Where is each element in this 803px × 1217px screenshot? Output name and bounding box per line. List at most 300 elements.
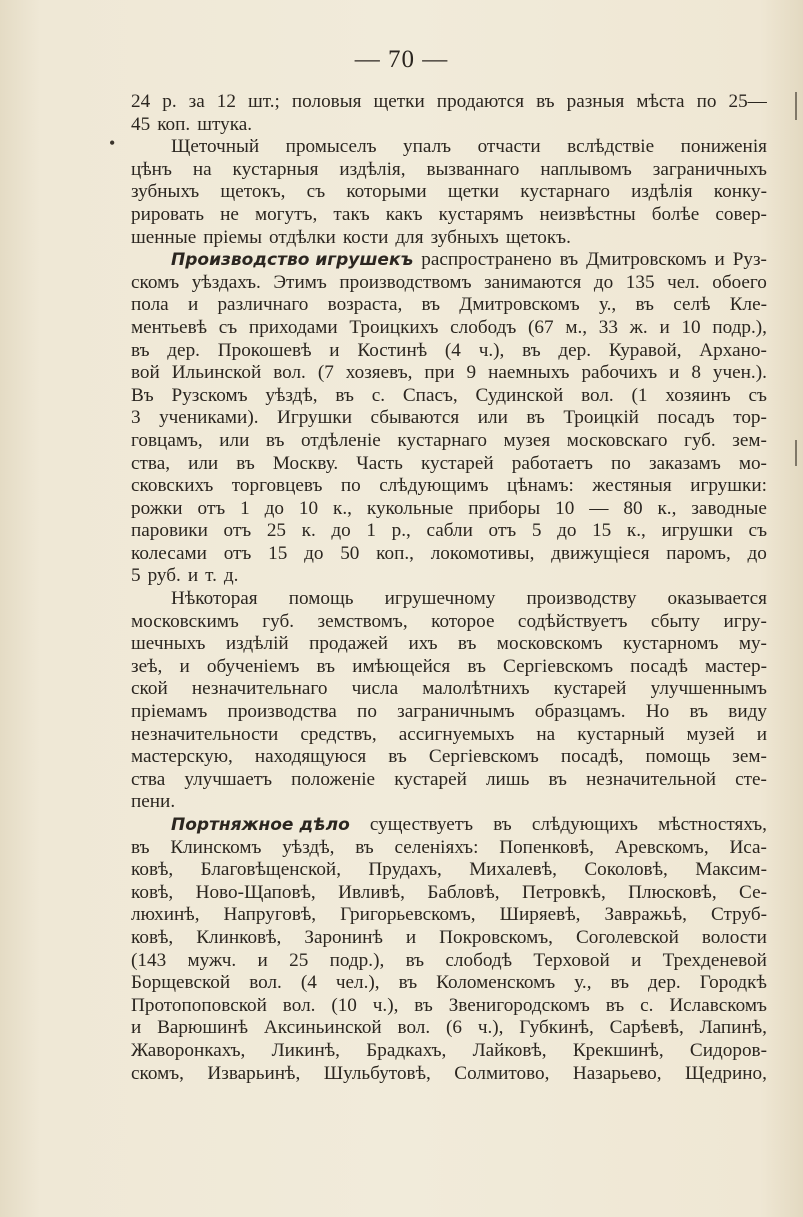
word: ж. xyxy=(629,316,648,338)
word: и xyxy=(405,926,417,948)
word: Протопоповской xyxy=(131,994,267,1016)
text-line xyxy=(131,611,767,634)
text-line xyxy=(131,407,767,430)
text-line xyxy=(131,543,767,566)
word: игрушки: xyxy=(690,475,767,497)
word: Иса- xyxy=(729,836,767,858)
word: съ xyxy=(306,181,326,203)
word: Дмитровскомъ xyxy=(586,249,707,271)
word: мастерскую, xyxy=(131,746,233,768)
word: Спасъ, xyxy=(402,384,458,406)
word: Григорьевскомъ, xyxy=(340,904,476,926)
word: кустарей xyxy=(394,768,467,790)
word: мѣста xyxy=(636,91,685,112)
word: и xyxy=(714,249,725,271)
text-line xyxy=(131,1017,767,1040)
word: чел.), xyxy=(335,972,380,994)
word: 24 xyxy=(131,91,151,112)
word: совер- xyxy=(715,203,767,225)
word: жестяныя xyxy=(592,475,672,497)
word: ства xyxy=(131,768,166,790)
text-line xyxy=(131,565,767,588)
word: коп. xyxy=(157,113,191,135)
word: Михалевѣ, xyxy=(469,859,557,881)
word: съ xyxy=(748,520,767,542)
word: ч.), xyxy=(477,1017,504,1039)
word: въ xyxy=(605,994,625,1016)
word: конку- xyxy=(713,181,767,203)
text-line xyxy=(131,362,767,385)
word: для xyxy=(395,226,424,248)
word: вызваннаго xyxy=(426,158,520,180)
word: въ xyxy=(467,655,486,677)
word: 25— xyxy=(728,91,767,112)
word: ч.), xyxy=(478,339,505,361)
word: д. xyxy=(223,565,239,587)
word: образцамъ. xyxy=(534,701,626,723)
text-line xyxy=(131,249,767,272)
word: 8 xyxy=(691,362,701,384)
text-line xyxy=(131,204,767,227)
word: въ xyxy=(522,339,541,361)
word: учен.). xyxy=(712,362,767,384)
word: Шульбутовѣ, xyxy=(323,1062,431,1084)
word: такъ xyxy=(333,203,370,225)
word: мо- xyxy=(738,452,767,474)
text-line xyxy=(131,498,767,521)
word: вол. xyxy=(397,1017,431,1039)
word: Троицкихъ xyxy=(349,316,439,338)
word: въ xyxy=(131,339,150,361)
word: въ xyxy=(335,384,354,406)
word: распространено xyxy=(421,249,552,271)
word: к., xyxy=(657,497,677,519)
word: цѣнъ xyxy=(131,158,172,180)
text-line xyxy=(131,181,767,204)
word: по xyxy=(696,91,717,112)
word: отдѣленіе xyxy=(300,429,381,451)
word: ментьевѣ xyxy=(131,316,208,338)
word: по xyxy=(357,701,377,723)
word: учениками). xyxy=(159,407,259,429)
word: виду xyxy=(728,701,767,723)
word: пріемамъ xyxy=(131,701,208,723)
word: пониженія xyxy=(680,136,767,158)
word: слободъ xyxy=(450,316,517,338)
word: зубныхъ xyxy=(430,226,499,248)
word: заводные xyxy=(691,497,767,519)
word: Архано- xyxy=(699,339,767,361)
word: волости xyxy=(701,926,767,948)
word: селѣ xyxy=(673,294,711,316)
word: сте- xyxy=(735,768,767,790)
word: Щеточный xyxy=(171,136,260,158)
word: чел. xyxy=(667,271,700,293)
text-line xyxy=(131,1040,767,1063)
word: Струб- xyxy=(710,904,767,926)
word: существуетъ xyxy=(369,814,474,835)
word: тор- xyxy=(733,407,767,429)
word: издѣлій xyxy=(225,633,289,655)
text-line xyxy=(131,656,767,679)
word: дер. xyxy=(558,339,592,361)
word: (4 xyxy=(300,972,317,994)
word: въ xyxy=(610,972,630,994)
word: вслѣдствіе xyxy=(567,136,655,158)
edge-rule-mark-middle xyxy=(795,440,797,466)
word: производства xyxy=(227,701,337,723)
word: по xyxy=(340,475,361,497)
word: вол. xyxy=(249,972,282,994)
text-line xyxy=(131,769,767,792)
word: болѣе xyxy=(651,203,700,225)
word: р., xyxy=(391,520,411,542)
word: мастер- xyxy=(705,655,767,677)
word: Бабловѣ, xyxy=(427,881,500,903)
word: оказывается xyxy=(667,588,767,610)
word: отъ xyxy=(488,520,517,542)
word: на xyxy=(536,723,556,745)
word: Кле- xyxy=(729,294,767,316)
word: (1 xyxy=(631,384,648,406)
word: не xyxy=(220,203,239,225)
word: заказамъ xyxy=(648,452,721,474)
word: въ xyxy=(316,655,336,677)
word: неизвѣстны xyxy=(539,203,636,225)
word: съ xyxy=(218,316,238,338)
text-line xyxy=(131,1063,767,1086)
word: кости xyxy=(342,226,389,248)
word: отъ xyxy=(223,520,252,542)
word: Сарѣевѣ, xyxy=(609,1017,684,1039)
word: кукольные xyxy=(366,497,454,519)
word: Куравой, xyxy=(608,339,682,361)
word: Терховой xyxy=(533,949,610,971)
text-line xyxy=(131,791,767,814)
word: наплывомъ xyxy=(540,158,632,180)
text-line xyxy=(131,520,767,543)
word: Аксиньинской xyxy=(263,1017,382,1039)
word: игру- xyxy=(723,610,767,632)
word: (7 xyxy=(317,362,334,384)
word: с. xyxy=(371,384,386,406)
word: Клинковѣ, xyxy=(196,926,282,948)
word: вол. xyxy=(581,384,614,406)
word: издѣлія xyxy=(631,181,693,203)
word: улучшаетъ xyxy=(184,768,273,790)
word: вой xyxy=(131,362,160,384)
word: кустарный xyxy=(577,723,665,745)
word: и xyxy=(257,949,268,971)
word: подр.), xyxy=(329,949,385,971)
text-line xyxy=(131,859,767,882)
word: Аревскомъ, xyxy=(614,836,709,858)
word: кустарнаго xyxy=(397,429,488,451)
text-line xyxy=(131,927,767,950)
word: Нѣкоторая xyxy=(171,588,258,610)
word: к., xyxy=(626,520,646,542)
text-line xyxy=(131,430,767,453)
word: Этимъ xyxy=(273,271,327,293)
word: сбываются xyxy=(370,407,460,429)
word: локомотивы, xyxy=(430,542,535,564)
word: коп., xyxy=(376,542,414,564)
word: Напруговѣ, xyxy=(223,904,317,926)
word: и xyxy=(179,655,190,677)
word: губ. xyxy=(262,610,295,632)
word: могутъ, xyxy=(254,203,318,225)
word: Щедрино, xyxy=(685,1062,767,1084)
word: въ xyxy=(355,836,374,858)
text-line xyxy=(131,159,767,182)
word: приходами xyxy=(248,316,338,338)
word: помощь xyxy=(288,588,354,610)
word: Борщевской xyxy=(131,972,231,994)
word: Рузскомъ xyxy=(171,384,248,406)
word: сковскихъ xyxy=(131,475,214,497)
word: ковѣ, xyxy=(131,859,174,881)
word: и xyxy=(631,949,642,971)
word: Изварьинѣ, xyxy=(207,1062,301,1084)
word: у., xyxy=(598,294,617,316)
word: посадъ xyxy=(657,407,715,429)
word: 5 xyxy=(131,565,141,587)
word: Дмитровскомъ xyxy=(459,294,580,316)
word: 9 xyxy=(466,362,477,384)
word: при xyxy=(424,362,455,384)
word: Игрушки xyxy=(276,407,353,429)
word: ихъ xyxy=(408,633,438,655)
word: въ xyxy=(493,814,512,835)
word: Назарьево, xyxy=(572,1062,662,1084)
body-text xyxy=(131,91,767,1085)
word: до xyxy=(557,520,577,542)
word: щетокъ. xyxy=(505,226,571,248)
word: заграничныхъ xyxy=(652,158,767,180)
word: возраста, xyxy=(327,294,403,316)
word: говцамъ, xyxy=(131,429,203,451)
word: до xyxy=(264,497,284,519)
word: Звенигородскомъ xyxy=(448,994,590,1016)
word: Иславскомъ xyxy=(669,994,767,1016)
word: работаетъ xyxy=(511,452,593,474)
word: или xyxy=(477,407,508,429)
word: занимаются xyxy=(484,271,582,293)
word: 5 xyxy=(531,520,542,542)
word: (4 xyxy=(444,339,461,361)
text-line xyxy=(131,972,767,995)
text-line xyxy=(131,904,767,927)
word: обученіемъ xyxy=(206,655,300,677)
word: дер. xyxy=(167,339,200,361)
word: Сергіевскомъ xyxy=(428,746,539,768)
word: посадѣ xyxy=(630,655,688,677)
word: продаются xyxy=(436,91,525,112)
word: отчасти xyxy=(477,136,541,158)
text-line xyxy=(131,746,767,769)
text-line xyxy=(131,272,767,295)
word: незначительной xyxy=(586,768,716,790)
word: Клинскомъ xyxy=(170,836,262,858)
word: Сидоров- xyxy=(689,1039,767,1061)
word: зубныхъ xyxy=(131,181,200,203)
word: въ xyxy=(421,294,441,316)
word: подр.), xyxy=(712,316,767,338)
word: отъ xyxy=(223,542,252,564)
section-heading: Портняжное дѣло xyxy=(171,815,350,835)
word: музей xyxy=(686,723,735,745)
word: щетки xyxy=(373,91,425,112)
section-heading: Производство игрушекъ xyxy=(171,250,414,271)
word: въ xyxy=(526,407,545,429)
word: (10 xyxy=(331,994,357,1016)
word: отдѣлки xyxy=(269,226,336,248)
word: цѣнамъ: xyxy=(506,475,574,497)
word: Москву. xyxy=(272,452,339,474)
word: с. xyxy=(640,994,654,1016)
word: Но xyxy=(645,701,670,723)
word: Крекшинѣ, xyxy=(572,1039,664,1061)
word: губ. xyxy=(683,429,716,451)
word: рировать xyxy=(131,203,205,225)
word: Прокошевѣ xyxy=(217,339,312,361)
word: помощь xyxy=(645,746,711,768)
word: — xyxy=(589,497,609,519)
word: промыселъ xyxy=(285,136,377,158)
word: скомъ, xyxy=(131,1062,184,1084)
word: 25 xyxy=(289,949,309,971)
word: Часть xyxy=(356,452,403,474)
word: какъ xyxy=(385,203,423,225)
word: московскаго xyxy=(566,429,668,451)
word: Трехденевой xyxy=(662,949,767,971)
word: Ново-Щаповѣ, xyxy=(195,881,316,903)
word: 45 xyxy=(131,113,151,135)
word: вол. xyxy=(273,362,306,384)
word: малолѣтнихъ xyxy=(422,678,530,700)
word: кустарямъ xyxy=(438,203,524,225)
text-line xyxy=(131,678,767,701)
word: 12 xyxy=(216,91,236,112)
word: Прудахъ, xyxy=(368,859,442,881)
text-line xyxy=(131,995,767,1018)
text-line xyxy=(131,136,767,159)
word: Губкинѣ, xyxy=(519,1017,594,1039)
word: к. xyxy=(301,520,316,542)
word: у., xyxy=(574,972,592,994)
word: заграничнымъ xyxy=(397,701,515,723)
word: хозяевъ, xyxy=(345,362,413,384)
word: мѣстностяхъ, xyxy=(658,814,767,835)
word: 10 xyxy=(298,497,319,519)
word: до xyxy=(747,542,767,564)
text-line xyxy=(131,950,767,973)
text-line xyxy=(131,475,767,498)
word: и xyxy=(756,723,767,745)
word: руб. xyxy=(147,565,181,587)
text-line xyxy=(131,294,767,317)
word: 10 xyxy=(681,316,701,338)
word: 3 xyxy=(131,407,141,429)
word: Коломенскомъ xyxy=(436,972,556,994)
word: Ильинской xyxy=(171,362,262,384)
word: Ширяевѣ, xyxy=(499,904,581,926)
word: разныя xyxy=(566,91,625,112)
word: приборы xyxy=(468,497,541,519)
word: Лапинѣ, xyxy=(699,1017,767,1039)
text-line xyxy=(131,453,767,476)
word: содѣйствуетъ xyxy=(517,610,628,632)
word: положеніе xyxy=(291,768,376,790)
word: улучшеннымъ xyxy=(650,678,767,700)
word: Покровскомъ, xyxy=(439,926,553,948)
word: м., xyxy=(565,316,588,338)
word: пени. xyxy=(131,791,176,813)
word: лишь xyxy=(485,768,530,790)
word: 1 xyxy=(240,497,250,519)
word: пола xyxy=(131,294,169,316)
word: средствъ, xyxy=(300,723,377,745)
word: торговцевъ xyxy=(231,475,323,497)
word: на xyxy=(192,158,212,180)
word: ассигнуемыхъ xyxy=(398,723,515,745)
word: обоего xyxy=(712,271,767,293)
word: Въ xyxy=(131,384,154,406)
text-line xyxy=(131,724,767,747)
word: Руз- xyxy=(732,249,767,271)
word: и xyxy=(669,362,680,384)
word: продажей xyxy=(309,633,389,655)
word: въ xyxy=(548,768,567,790)
word: Благовѣщенской, xyxy=(200,859,341,881)
word: пріемы xyxy=(203,226,262,248)
word: Се- xyxy=(739,881,767,903)
word: отъ xyxy=(197,497,226,519)
text-line xyxy=(131,385,767,408)
word: слѣдующихъ xyxy=(531,814,638,835)
text-line xyxy=(131,837,767,860)
word: ковѣ, xyxy=(131,926,174,948)
word: Ивливѣ, xyxy=(338,881,405,903)
word: въ xyxy=(236,452,255,474)
word: въ xyxy=(457,633,477,655)
text-line xyxy=(131,882,767,905)
word: числа xyxy=(351,678,399,700)
word: посадѣ, xyxy=(560,746,624,768)
word: вол. xyxy=(282,994,316,1016)
text-line xyxy=(131,814,767,837)
word: 80 xyxy=(623,497,643,519)
word: кустарей xyxy=(421,452,494,474)
word: и xyxy=(187,565,199,587)
word: щетки xyxy=(447,181,500,203)
word: незначительнаго xyxy=(191,678,328,700)
word: наемныхъ xyxy=(488,362,570,384)
word: земствомъ, xyxy=(317,610,408,632)
word: Костинѣ xyxy=(357,339,428,361)
word: штука. xyxy=(197,113,253,135)
word: скомъ xyxy=(131,271,180,293)
word: въ xyxy=(536,91,555,112)
word: музея xyxy=(503,429,551,451)
word: рожки xyxy=(131,497,183,519)
word: различнаго xyxy=(217,294,309,316)
word: Жаворонкахъ, xyxy=(131,1039,246,1061)
word: слѣдующимъ xyxy=(379,475,489,497)
word: кустарей xyxy=(553,678,627,700)
word: въ xyxy=(414,994,433,1016)
word: въ xyxy=(398,972,418,994)
